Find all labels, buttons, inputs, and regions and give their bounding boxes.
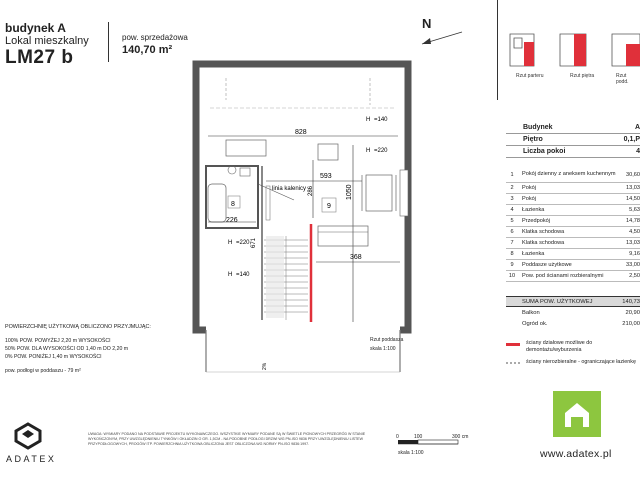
- website-link[interactable]: www.adatex.pl: [540, 448, 612, 460]
- disclaimer: UWAGA: WYMIARY PODANO NA PODSTAWIE PROJEKTU WYKONAWCZEGO. WSZYSTKIE WYMIARY PODANE SĄ W ŚWIETLE PIONOWYCH PRZEGRÓD W STANIE WYKOŃCZONYM, PRZY UWZGLĘDNIENIU TYNKÓW I OKŁADZIN O GR. 1,5CM - NA PODOBNE PODŁOGI DRZWI WG PN-ISO 9836 PRZY UWZGLĘDNIENIU LISTEW PRZYPODŁOGOWYCH, PROGÓW ITP. POWIERZCHNIA UŻYTKOWA OBLICZONA JEST OBLICZONA WG NORMY PN-ISO 9836:1997.: [88, 432, 366, 446]
- kalenica-label: linia kalenicy: [272, 186, 307, 192]
- brand-name: ADATEX: [6, 454, 57, 464]
- building-label: budynek A: [5, 21, 66, 35]
- notes-line: 50% POW. DLA WYSOKOŚCI OD 1,40 m DO 2,20 m: [5, 346, 129, 352]
- scale-tick-2: 300 cm: [452, 434, 469, 440]
- prop-row: [506, 134, 640, 146]
- room-row: [506, 194, 640, 205]
- room-row: [506, 227, 640, 238]
- room-area: 2,50: [629, 273, 640, 279]
- plan-caption-title: Rzut poddasza: [370, 337, 404, 343]
- legend-item: [506, 340, 640, 353]
- summary-key: SUMA POW. UŻYTKOWEJ: [522, 298, 593, 305]
- scale-tick-0: 0: [396, 434, 399, 440]
- summary-value: 210,00: [622, 320, 640, 327]
- room-row: [506, 167, 640, 183]
- slope-label: 2%: [262, 362, 268, 370]
- room-no: 3: [510, 196, 514, 202]
- summary-value: 20,90: [625, 309, 640, 316]
- legend-text: ściany nierozbieralne - ograniczające łazienkę: [526, 359, 636, 365]
- thumb-label-1: Rzut parteru: [516, 73, 544, 79]
- red-wall-symbol-icon: [506, 343, 520, 346]
- room-row: [506, 249, 640, 260]
- legend-item: [506, 359, 640, 366]
- prop-value: 0,1,P: [623, 136, 640, 143]
- prop-row: [506, 122, 640, 134]
- room-no: 9: [510, 262, 514, 268]
- h-pom-220-top: H: [366, 148, 371, 154]
- room-area: 33,00: [626, 262, 640, 268]
- room-name: Łazienka: [522, 250, 545, 257]
- room-name: Pokój: [522, 195, 536, 202]
- notes-line: 100% POW. POWYŻEJ 2,20 m WYSOKOŚCI: [5, 338, 111, 344]
- adatex-logo-icon: [14, 422, 42, 450]
- summary-value: 140,73: [622, 298, 640, 305]
- summary-row: [506, 307, 640, 318]
- properties-table: [506, 122, 640, 158]
- area-notes: [5, 323, 151, 375]
- room-no: 7: [510, 240, 514, 246]
- room-area: 4,50: [629, 229, 640, 235]
- prop-key: Budynek: [523, 124, 553, 131]
- unit-type-label: Lokal mieszkalny: [5, 35, 89, 47]
- h-pom-220-left-val: =220: [236, 240, 250, 246]
- scale-tick-1: 100: [414, 434, 423, 440]
- room-row: [506, 271, 640, 282]
- room-name: Pokój: [522, 184, 536, 191]
- summary-row: [506, 318, 640, 329]
- area-value: 140,70 m²: [122, 44, 173, 56]
- room-name: Pokój dzienny z aneksem kuchennym: [522, 171, 616, 177]
- room-row: [506, 183, 640, 194]
- room-name: Łazienka: [522, 206, 545, 213]
- room-row: [506, 238, 640, 249]
- room-area: 30,60: [626, 171, 640, 178]
- dim-286: 286: [308, 185, 314, 196]
- room-name: Klatka schodowa: [522, 239, 565, 246]
- room-no: 1: [510, 171, 514, 178]
- room-area: 14,50: [626, 196, 640, 202]
- room-row: [506, 205, 640, 216]
- room-row: [506, 260, 640, 271]
- dim-1050: 1050: [346, 184, 353, 200]
- prop-key: Piętro: [523, 136, 543, 143]
- room-area: 13,03: [626, 185, 640, 191]
- scale-bar: [392, 428, 482, 450]
- room-area: 9,16: [629, 251, 640, 257]
- dashed-wall-symbol-icon: [506, 362, 520, 364]
- room-name: Klatka schodowa: [522, 228, 565, 235]
- h-pom-220-left: H: [228, 240, 233, 246]
- room-no: 8: [510, 251, 514, 257]
- room-row: [506, 216, 640, 227]
- plan-caption-scale: skala 1:100: [370, 346, 396, 352]
- area-label: pow. sprzedażowa: [122, 33, 188, 42]
- dim-593: 593: [320, 173, 332, 180]
- room-name: Poddasze użytkowe: [522, 261, 572, 268]
- room-9-label: 9: [327, 203, 331, 210]
- room-8-label: 8: [231, 201, 235, 208]
- summary-table: [506, 296, 640, 329]
- room-area: 5,63: [629, 207, 640, 213]
- room-area: 14,78: [626, 218, 640, 224]
- prop-value: A: [634, 124, 640, 131]
- dim-226: 226: [226, 217, 238, 224]
- room-no: 4: [510, 207, 514, 213]
- prop-key: Liczba pokoi: [523, 148, 566, 155]
- notes-title: POWIERZCHNIĘ UŻYTKOWĄ OBLICZONO PRZYJMUJĄC:: [5, 324, 151, 330]
- floor-area-note: pow. podłogi w poddaszu - 79 m²: [5, 368, 81, 374]
- room-area: 13,03: [626, 240, 640, 246]
- room-no: 2: [510, 185, 514, 191]
- rooms-table: [506, 167, 640, 282]
- unit-code: LM27 b: [5, 47, 74, 68]
- plan-caption: [370, 336, 403, 354]
- thumb-label-2: Rzut piętra: [570, 73, 595, 79]
- prop-value: 4: [636, 148, 640, 155]
- dim-671: 671: [251, 237, 257, 248]
- room-name: Przedpokój: [522, 217, 550, 224]
- notes-line: 0% POW. PONIŻEJ 1,40 m WYSOKOŚCI: [5, 354, 102, 360]
- legend-text: ściany działowe możliwe do demontażu/wyburzenia: [526, 340, 593, 353]
- dim-368: 368: [350, 254, 362, 261]
- adatex-house-logo-icon: [553, 391, 601, 437]
- scale-caption: skala 1:100: [398, 450, 424, 456]
- h-pom-220-top-val: =220: [374, 148, 388, 154]
- thumb-label-3: Rzut podd.: [616, 73, 629, 85]
- prop-row: [506, 146, 640, 158]
- summary-key: Balkon: [522, 309, 540, 316]
- summary-key: Ogród ok.: [522, 320, 548, 327]
- room-no: 10: [508, 273, 516, 279]
- h-pom-140-top-val: =140: [374, 117, 388, 123]
- h-pom-140-left: H: [228, 272, 233, 278]
- room-name: Pow. pod ścianami rozbieralnymi: [522, 272, 604, 279]
- summary-total-row: [506, 296, 640, 307]
- room-no: 5: [510, 218, 514, 224]
- legend: [506, 340, 640, 372]
- room-no: 6: [510, 229, 514, 235]
- h-pom-140-top: H: [366, 117, 371, 123]
- h-pom-140-left-val: =140: [236, 272, 250, 278]
- north-label: N: [422, 16, 432, 31]
- dim-828: 828: [295, 129, 307, 136]
